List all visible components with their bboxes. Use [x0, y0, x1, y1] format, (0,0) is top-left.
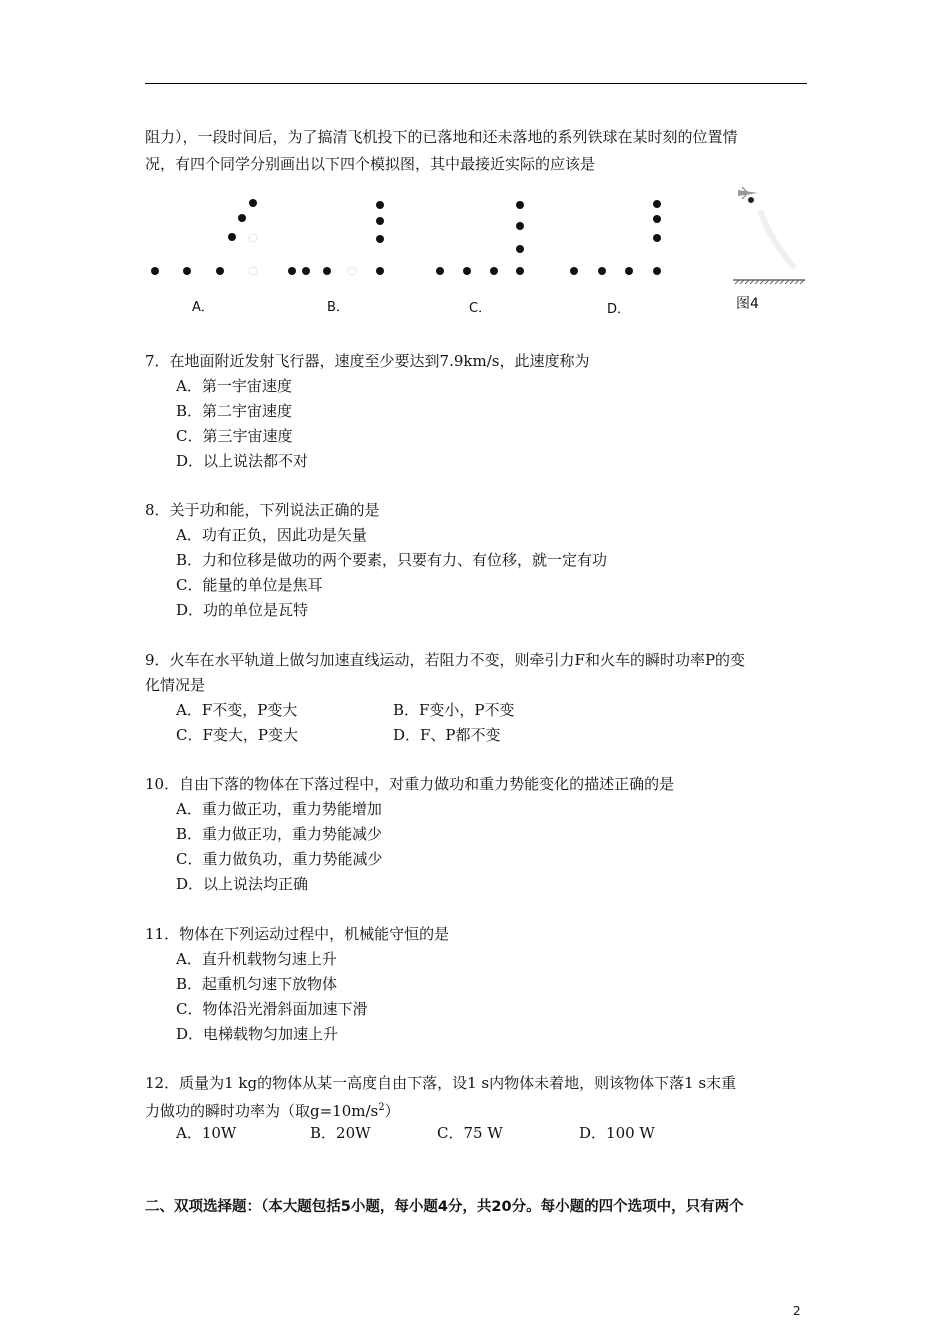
q7-option-b: B．第二宇宙速度 [176, 402, 293, 420]
q10-option-b: B．重力做正功，重力势能减少 [176, 825, 383, 843]
page-number: 2 [793, 1304, 801, 1318]
ball [151, 267, 159, 275]
q9-stem-line1: 9．火车在水平轨道上做匀加速直线运动，若阻力不变，则牵引力F和火车的瞬时功率P的变 [145, 651, 746, 669]
ball [516, 201, 524, 209]
ball [228, 233, 236, 241]
diagram-c [436, 201, 524, 275]
ball [653, 215, 661, 223]
ball [653, 200, 661, 208]
q8-option-d: D．功的单位是瓦特 [176, 601, 309, 619]
faint-ball [249, 234, 257, 242]
ball [183, 267, 191, 275]
ball [625, 267, 633, 275]
diagram-a [151, 199, 257, 275]
ball [376, 217, 384, 225]
q8-option-b: B．力和位移是做功的两个要素，只要有力、有位移，就一定有功 [176, 551, 608, 569]
label-d: D． [607, 302, 631, 317]
diagram-d [570, 200, 661, 275]
ball [216, 267, 224, 275]
q12-option-a: A．10W [176, 1124, 237, 1142]
label-c: C． [469, 301, 492, 316]
q6-intro-line1: 阻力），一段时间后，为了搞清飞机投下的已落地和还未落地的系列铁球在某时刻的位置情 [145, 128, 738, 146]
q7-stem: 7．在地面附近发射飞行器，速度至少要达到7.9km/s，此速度称为 [145, 352, 590, 370]
q8-stem: 8．关于功和能，下列说法正确的是 [145, 501, 380, 519]
q9-option-b: B．F变小，P不变 [393, 701, 515, 719]
q12-option-b: B．20W [310, 1124, 371, 1142]
diagram-b [288, 201, 384, 275]
ball [376, 201, 384, 209]
ball [288, 267, 296, 275]
q11-option-b: B．起重机匀速下放物体 [176, 975, 338, 993]
falling-ball [748, 197, 754, 203]
q11-option-a: A．直升机载物匀速上升 [176, 950, 337, 968]
q9-option-d: D．F、P都不变 [393, 726, 501, 744]
q6-intro-line2: 况，有四个同学分别画出以下四个模拟图，其中最接近实际的应该是 [145, 155, 596, 173]
q10-stem: 10．自由下落的物体在下落过程中，对重力做功和重力势能变化的描述正确的是 [145, 775, 675, 793]
q10-option-a: A．重力做正功，重力势能增加 [176, 800, 382, 818]
q12-option-d: D．100 W [579, 1124, 655, 1142]
q10-option-c: C．重力做负功，重力势能减少 [176, 850, 383, 868]
q11-stem: 11．物体在下列运动过程中，机械能守恒的是 [145, 925, 450, 943]
q7-option-d: D．以上说法都不对 [176, 452, 309, 470]
faint-ball [249, 267, 257, 275]
ball [516, 245, 524, 253]
ball [249, 199, 257, 207]
faint-ball [348, 267, 356, 275]
ball [238, 214, 246, 222]
q7-option-a: A．第一宇宙速度 [176, 377, 292, 395]
q12-stem-line1: 12．质量为1 kg的物体从某一高度自由下落，设1 s内物体未着地，则该物体下落1 s末重 [145, 1074, 737, 1092]
label-a: A． [192, 300, 214, 315]
ball [516, 267, 524, 275]
q9-option-c: C．F变大，P变大 [176, 726, 298, 744]
q11-option-c: C．物体沿光滑斜面加速下滑 [176, 1000, 368, 1018]
ball [490, 267, 498, 275]
q10-option-d: D．以上说法均正确 [176, 875, 309, 893]
q6-figure [0, 0, 950, 330]
q11-option-d: D．电梯载物匀加速上升 [176, 1025, 339, 1043]
section2-heading: 二、双项选择题：（本大题包括5小题，每小题4分，共20分。每小题的四个选项中，只有两个 [145, 1199, 744, 1215]
q8-option-a: A．功有正负，因此功是矢量 [176, 526, 367, 544]
q7-option-c: C．第三宇宙速度 [176, 427, 293, 445]
ball [516, 222, 524, 230]
label-b: B． [327, 300, 349, 315]
ball [570, 267, 578, 275]
ball [653, 234, 661, 242]
q12-option-c: C．75 W [437, 1124, 503, 1142]
q9-stem-line2: 化情况是 [145, 676, 206, 694]
ball [436, 267, 444, 275]
ball [376, 235, 384, 243]
q9-option-a: A．F不变，P变大 [176, 701, 298, 719]
ball [376, 267, 384, 275]
figure-caption: 图4 [736, 296, 759, 312]
ball [598, 267, 606, 275]
ball [653, 267, 661, 275]
ball [302, 267, 310, 275]
plane-figure [733, 187, 805, 284]
q12-stem-line2: 力做功的瞬时功率为（取$g=10m/s^2$） [145, 1102, 400, 1120]
ball [463, 267, 471, 275]
q8-option-c: C．能量的单位是焦耳 [176, 576, 323, 594]
ball [323, 267, 331, 275]
